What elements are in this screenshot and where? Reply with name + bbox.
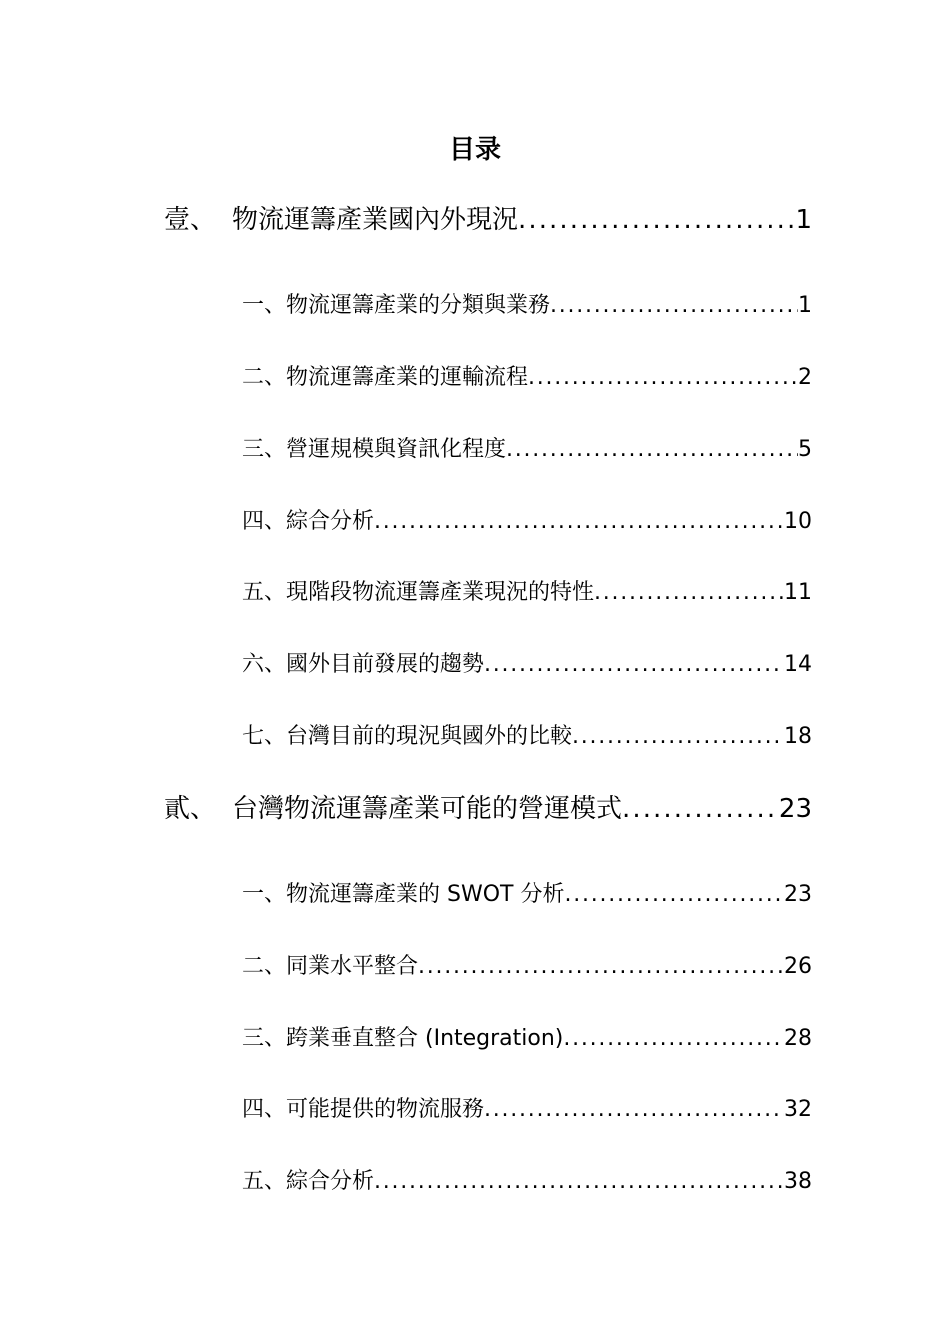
toc-page-number: 14 (784, 652, 812, 677)
dot-leader (550, 290, 798, 322)
toc-item-label: 五、綜合分析 (242, 1169, 375, 1194)
toc-item[interactable] (242, 1166, 812, 1198)
dot-leader (418, 951, 784, 983)
toc-item[interactable] (242, 1094, 812, 1126)
toc-item[interactable] (242, 434, 812, 466)
toc-item-label: 三、跨業垂直整合 (Integration) (242, 1026, 564, 1051)
toc-item[interactable] (242, 951, 812, 983)
toc-page-number: 2 (798, 365, 812, 390)
toc-item-label: 六、國外目前發展的趨勢 (242, 652, 485, 677)
toc-page-number: 32 (784, 1097, 812, 1122)
toc-page-number: 23 (778, 794, 812, 824)
toc-page-number: 26 (784, 954, 812, 979)
dot-leader (484, 1094, 784, 1126)
dot-leader (374, 506, 784, 538)
toc-item-label: 七、台灣目前的現況與國外的比較 (242, 724, 573, 749)
toc-page-number: 23 (784, 882, 812, 907)
toc-item[interactable] (242, 290, 812, 322)
toc-title: 目录 (448, 135, 501, 165)
dot-leader (563, 1023, 784, 1055)
toc-item-label: 四、綜合分析 (242, 509, 375, 534)
toc-page-number: 5 (798, 437, 812, 462)
dot-leader (564, 879, 784, 911)
toc-page-number: 10 (784, 509, 812, 534)
toc-section-number: 貳、 (164, 794, 217, 824)
dot-leader (572, 721, 784, 753)
toc-item-label: 二、同業水平整合 (242, 954, 419, 979)
toc-page-number: 38 (784, 1169, 812, 1194)
toc-page-number: 11 (784, 580, 812, 605)
toc-item[interactable] (242, 362, 812, 394)
toc-page-number: 28 (784, 1026, 812, 1051)
dot-leader (622, 791, 779, 827)
toc-section-label: 物流運籌產業國內外現況 (232, 205, 519, 235)
toc-item[interactable] (242, 721, 812, 753)
dot-leader (528, 362, 798, 394)
toc-item-label: 四、可能提供的物流服務 (242, 1097, 485, 1122)
toc-page-number: 18 (784, 724, 812, 749)
toc-page-number: 1 (798, 293, 812, 318)
toc-item[interactable] (242, 879, 812, 911)
toc-section-number: 壹、 (164, 205, 217, 235)
toc-item-label: 一、物流運籌產業的分類與業務 (242, 293, 551, 318)
toc-section-label: 台灣物流運籌產業可能的營運模式 (232, 794, 623, 824)
dot-leader (374, 1166, 784, 1198)
toc-item[interactable] (242, 506, 812, 538)
toc-item-label: 三、營運規模與資訊化程度 (242, 437, 507, 462)
toc-item[interactable] (242, 577, 812, 609)
toc-item[interactable] (242, 649, 812, 681)
toc-item-label: 二、物流運籌產業的運輸流程 (242, 365, 529, 390)
toc-item-label: 一、物流運籌產業的 SWOT 分析 (242, 882, 565, 907)
toc-section-1[interactable] (164, 202, 812, 238)
toc-item-label: 五、現階段物流運籌產業現況的特性 (242, 580, 595, 605)
dot-leader (518, 202, 795, 238)
dot-leader (506, 434, 798, 466)
toc-page-number: 1 (795, 205, 812, 235)
toc-item[interactable] (242, 1023, 812, 1055)
dot-leader (484, 649, 784, 681)
dot-leader (594, 577, 784, 609)
toc-section-2[interactable] (164, 791, 812, 827)
